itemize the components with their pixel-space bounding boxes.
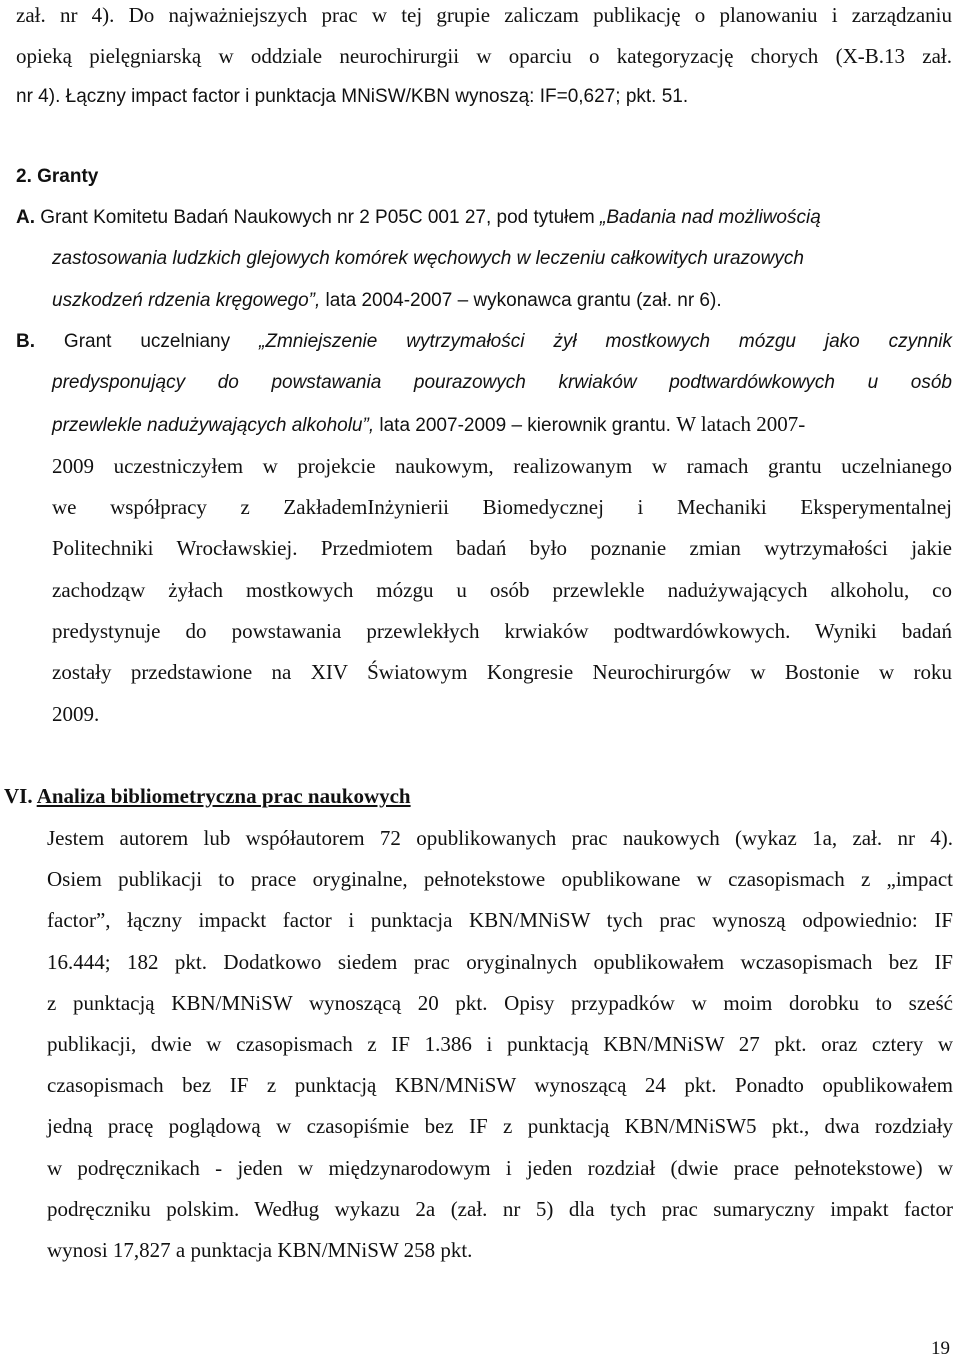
text-line: opieką pielęgniarską w oddziale neurochirurgii w oparciu o kategoryzację chorych (X-B.13 zał. — [16, 44, 952, 68]
grant-a-marker: A. — [16, 207, 35, 228]
grant-a-title: „Badania nad możliwością — [600, 207, 821, 228]
grant-b-marker: B. — [16, 331, 35, 352]
text-line: 2009. — [52, 702, 100, 726]
grant-b-line — [52, 412, 805, 437]
page-number: 19 — [931, 1338, 950, 1359]
text-line: Jestem autorem lub współautorem 72 opublikowanych prac naukowych (wykaz 1a, zał. nr 4). — [47, 826, 953, 850]
text-line: Osiem publikacji to prace oryginalne, pełnotekstowe opublikowane w czasopismach z „impact — [47, 867, 953, 891]
section-number: VI. — [4, 784, 33, 808]
text-line: zostały przedstawione na XIV Światowym Kongresie Neurochirurgów w Bostonie w roku — [52, 660, 952, 684]
text-line: wynosi 17,827 a punktacja KBN/MNiSW 258 pkt. — [47, 1238, 473, 1262]
text-line: predystynuje do powstawania przewlekłych krwiaków podtwardówkowych. Wyniki badań — [52, 619, 952, 643]
text-line: podręczniku polskim. Według wykazu 2a (zał. nr 5) dla tych prac sumaryczny impakt factor — [47, 1197, 953, 1221]
text-line: nr 4). Łączny impact factor i punktacja MNiSW/KBN wynoszą: IF=0,627; pkt. 51. — [16, 86, 689, 107]
text-line: z punktacją KBN/MNiSW wynoszącą 20 pkt. Opisy przypadków w moim dorobku to sześć — [47, 991, 953, 1015]
grant-a-title: uszkodzeń rdzenia kręgowego”, — [52, 290, 321, 311]
grant-a-title-line: zastosowania ludzkich glejowych komórek węchowych w leczeniu całkowitych urazowych — [52, 248, 804, 269]
text-line: zał. nr 4). Do najważniejszych prac w tej grupie zaliczam publikację o planowaniu i zarządzaniu — [16, 3, 952, 27]
grant-b-line — [16, 331, 952, 353]
grant-a-line — [16, 207, 821, 229]
text-line: we współpracy z ZakłademInżynierii Biomedycznej i Mechaniki Eksperymentalnej — [52, 495, 952, 519]
grant-a-text: lata 2004-2007 – wykonawca grantu (zał. nr 6). — [320, 290, 722, 311]
text-line: factor”, łączny impackt factor i punktacja KBN/MNiSW tych prac wynoszą odpowiednio: IF — [47, 908, 953, 932]
grant-b-text: W latach 2007- — [676, 412, 806, 436]
text-line: 16.444; 182 pkt. Dodatkowo siedem prac oryginalnych opublikowałem wczasopismach bez IF — [47, 950, 953, 974]
text-line: w podręcznikach - jeden w międzynarodowym i jeden rozdział (dwie prace pełnotekstowe) w — [47, 1156, 953, 1180]
text-line: jedną pracę poglądową w czasopiśmie bez IF z punktacją KBN/MNiSW5 pkt., dwa rozdziały — [47, 1114, 953, 1138]
grant-b-title: przewlekle nadużywających alkoholu”, — [52, 415, 375, 436]
grant-b-title-line: predysponujący do powstawania pourazowych krwiaków podtwardówkowych u osób — [52, 372, 952, 393]
section-heading-vi — [4, 784, 411, 809]
section-title: Analiza bibliometryczna prac naukowych — [36, 784, 411, 808]
grant-a-text: Grant Komitetu Badań Naukowych nr 2 P05C 001 27, pod tytułem — [35, 207, 601, 228]
text-line: Politechniki Wrocławskiej. Przedmiotem badań było poznanie zmian wytrzymałości jakie — [52, 536, 952, 560]
grant-b-text: Grant uczelniany — [35, 331, 260, 352]
text-line: 2009 uczestniczyłem w projekcie naukowym, realizowanym w ramach grantu uczelnianego — [52, 454, 952, 478]
grant-b-text: lata 2007-2009 – kierownik grantu. — [374, 415, 677, 436]
text-line: zachodząw żyłach mostkowych mózgu u osób przewlekle nadużywających alkoholu, co — [52, 578, 952, 602]
grant-b-title: „Zmniejszenie wytrzymałości żył mostkowych mózgu jako czynnik — [259, 331, 952, 352]
section-heading-granty: 2. Granty — [16, 166, 99, 187]
text-line: czasopismach bez IF z punktacją KBN/MNiSW wynoszącą 24 pkt. Ponadto opublikowałem — [47, 1073, 953, 1097]
text-line: publikacji, dwie w czasopismach z IF 1.386 i punktacją KBN/MNiSW 27 pkt. oraz cztery w — [47, 1032, 953, 1056]
grant-a-line — [52, 290, 722, 312]
